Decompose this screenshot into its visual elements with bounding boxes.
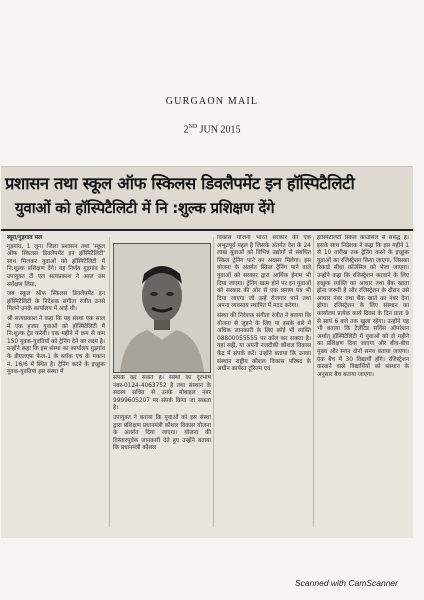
headline-line-1: प्रशासन तथा स्कूल ऑफ स्किलस डिवलैपमेंट इन हॉस्पिटैलिटी: [5, 174, 355, 193]
column-2-paragraph: उपायुक्त ने बताया कि युवाओं को इस संस्था द्वारा प्रशिक्षण प्रधानमंत्री कौशल विकास योजना के अंतर्गत दिया जाएगा। योजना की विस्तारपूर्वक जानकारी देते हुए उन्होंने बताया कि प्रधानमंत्री कौशल: [113, 414, 211, 452]
publication-date: [0, 124, 424, 135]
date-suffix: ND: [188, 124, 198, 130]
news-clipping: [1, 166, 413, 538]
article-column-1: [7, 235, 105, 535]
column-2-paragraph: संपर्क कर सकते हैं। संस्था का दूरभाष नंबर-0124-4063752 है तथा संस्थान के सदस्य सचिव से उनके मोबाइल नंबर 9999605207 पर संपर्क किया जा सकता है।: [113, 375, 211, 412]
portrait-photo: [113, 243, 211, 373]
column-4-paragraph: हॉस्पिटैलिटी स्किल कॉउंसिल से संबद्ध है। इसके साथ निदेशक ने कहा कि इस महीने 1 से 10 तारीख तक ट्रेनिंग करने के इच्छुक युवाओं का रजिस्ट्रेशन किया जाएगा, जिसका रिकार्ड सीधा कॉउंसिल को भेजा जाएगा। उन्होंने कहा कि रजिस्ट्रेशन करवाने के लिए इच्छुक व्यक्ति का आधार तथा बैंक खाता होना जरूरी है और रजिस्ट्रेशन के दौरान उसे आधार नंबर तथा बैंक खाते का नंबर देना होगा। रजिस्ट्रेशन के लिए संस्थान का कार्यालय प्रत्येक कार्य दिवस के दिन प्रातः 9 से सायं 6 बजे तक खुला रहेगा। उन्होंने यह भी बताया कि टैलेंटिड सर्विस ऑपरेशन अर्थात् हॉस्पिटैलिटी में युवाओं को दो महीने का प्रशिक्षण दिया जाएगा और बीच-बीच मुख्य और स्नान दोनों समय बताया जाएगा। एक बैच में 30 विद्यार्थी होंगे। रजिस्ट्रेशन करवाने वाले विद्यार्थियों को संस्थान के अनुसार बैच बताया जाएगा।: [317, 235, 409, 378]
byline: ब्यूरो/गुड़गांव मेल: [7, 235, 43, 241]
date-day: 2: [183, 124, 189, 136]
column-1-paragraph: श्री सत्यप्रकाश ने कहा कि यह संस्था एक साल में एक हजार युवाओं को हॉस्पिटैलिटी में नि:शुल्क ट्रेड करेगी। एक महीने में कम से कम 150 युवक-युवतियों को ट्रेनिंग देने का लक्ष्य है। उन्होंने कहा कि इस संस्था का कार्यालय गुड़गांव के डीएलएफ फेज-1 के ब्लॉक एच के मकान नं. 16/6 में स्थित है। ट्रेनिंग करने के इच्छुक युवक-युवतियां इस संस्था में: [7, 315, 105, 376]
column-divider: [213, 237, 214, 527]
article-column-3: [217, 235, 311, 535]
scanner-watermark: Scanned with CamScanner: [294, 578, 398, 588]
column-1-paragraph: गुड़गांव, 1 जून। जिला प्रशासन तथा 'स्कूल ऑफ स्किलस डिवलैपमेंट इन हॉस्पिटैलिटी' साथ मिलकर युवाओं को हॉस्पिटैलिटी में नि:शुल्क प्रशिक्षण देंगे। यह निर्णय गुड़गांव के उपायुक्त टी एल सत्यप्रकाश ने आज उस सर्वेक्षण लिया,: [7, 243, 105, 288]
headline-line-2: युवाओं को हॉस्पिटैलिटी में नि :शुल्क प्रशिक्षण देंगे: [15, 199, 275, 217]
portrait-image: [114, 244, 210, 372]
date-month-year: JUN 2015: [199, 124, 241, 136]
column-1-paragraph: जब स्कूल ऑफ स्किलस डिवलैपमेंट इन हॉस्पिटैलिटी के निदेशक संगीता रंजीत उनसे मिलने उनके कार्यालय में आई थी।: [7, 291, 105, 313]
headline-block: [1, 167, 413, 231]
column-3-paragraph: विकास योजना भारत सरकार की एक अभूतपूर्व पहल है जिसके अंतर्गत देश के 24 लाख युवाओं को विभिन्न उद्योगों से संबंधित स्किल ट्रेनिंग पाने का अवसर मिलेगा। इस योजना के अंतर्गत स्किल ट्रेनिंग पाने वाले युवाओं को सरकार द्वारा आर्थिक ईनाम भी दिया जाएगा। ट्रेनिंग खत्म होने पर इन युवाओं को सरकार की ओर से एक प्रमाण पत्र भी दिया जाएगा जो उन्हें रोजगार पाने तथा अपना व्यवसाय स्थापित में मदद करेगा।: [217, 235, 311, 310]
newspaper-masthead: GURGAON MAIL: [165, 96, 259, 107]
column-divider: [313, 237, 314, 527]
column-divider: [109, 237, 110, 527]
article-column-4: [317, 235, 409, 535]
column-3-paragraph: संस्था की निदेशक संगीता रंजीत ने बताया कि योजना से जुड़ने के लिए या इसके बारे में अधिक जानकारी के लिए कोई भी व्यक्ति 08800055555 पर कॉल कर सकता है। यहां सही, या अपनी नजदीकी कौशल विकास केंद्र में संपर्क करें। उन्होंने बताया कि उनका संस्थान राष्ट्रीय कौशल विकास परिषद के अधीन कार्यरत टूरिज्म एवं: [217, 312, 311, 373]
article-column-2: [113, 375, 211, 535]
